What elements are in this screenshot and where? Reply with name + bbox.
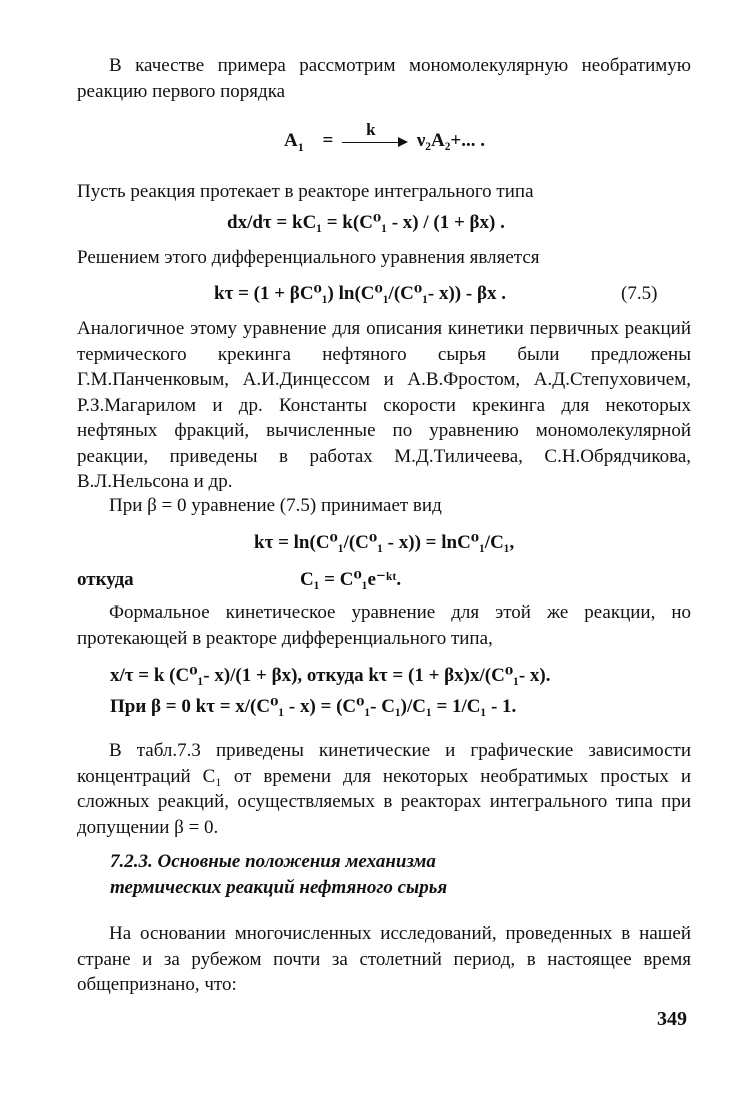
paragraph-conclusion: На основании многочисленных исследований, проведенных в нашей стране и за рубежом почти за столетний период, в настоящее время общепризнано, что: (77, 923, 691, 995)
equation-number: (7.5) (621, 283, 658, 304)
section-heading-line-2: термических реакций нефтяного сырья (110, 877, 448, 898)
reaction-arrow-icon: k (342, 135, 408, 149)
paragraph-formal-kinetic: Формальное кинетическое уравнение для этой же реакции, но протекающей в реакторе дифференциального типа, (77, 602, 691, 649)
equation-7-5: kτ = (1 + βC⁰₁) ln(C⁰₁/(C⁰₁- x)) - βx . (214, 283, 506, 304)
paragraph-intro: В качестве примера рассмотрим мономолекулярную необратимую реакцию первого порядка (77, 55, 691, 102)
paragraph-table-7-3: В табл.7.3 приведены кинетические и графические зависимости концентраций C₁ от времени для некоторых необратимых простых и сложных реакций, осуществляемых в реакторах интегрального типа при допущении β = 0. (77, 740, 691, 838)
equation-exp: C₁ = C⁰₁e⁻ᵏᵗ. (300, 569, 402, 590)
equation-differential-beta-zero: При β = 0 kτ = x/(C⁰₁ - x) = (C⁰₁- C₁)/C₁ = 1/C₁ - 1. (110, 696, 517, 717)
page-number: 349 (657, 1008, 687, 1030)
equation-ln: kτ = ln(C⁰₁/(C⁰₁ - x)) = lnC⁰₁/C₁, (254, 532, 515, 553)
section-heading-line-1: 7.2.3. Основные положения механизма (110, 851, 436, 872)
paragraph-reactor-integral: Пусть реакция протекает в реакторе интегрального типа (77, 181, 534, 202)
paragraph-beta-zero: При β = 0 уравнение (7.5) принимает вид (109, 495, 442, 516)
paragraph-solution: Решением этого дифференциального уравнения является (77, 247, 540, 268)
reaction-equation: $A_1$ = k ν₂A₂+... . (284, 119, 485, 154)
equation-differential: x/τ = k (C⁰₁- x)/(1 + βx), откуда kτ = (1 + βx)x/(C⁰₁- x). (110, 665, 551, 686)
paragraph-analogous: Аналогичное этому уравнение для описания кинетики первичных реакций термического крекинга нефтяного сырья были предложены Г.М.Панченковым, А.И.Динцессом и А.В.Фростом, А.Д.Степуховичем, Р.З.Магарилом и др. Константы скорости крекинга для некоторых нефтяных фракций, вычисленные по уравнению мономолекулярной реакции, приведены в работах М.Д.Тиличеева, С.Н.Обрядчикова, В.Л.Нельсона и др. (77, 318, 691, 492)
equation-rate: dx/dτ = kC₁ = k(C⁰₁ - x) / (1 + βx) . (227, 212, 505, 233)
word-otkuda: откуда (77, 569, 134, 590)
